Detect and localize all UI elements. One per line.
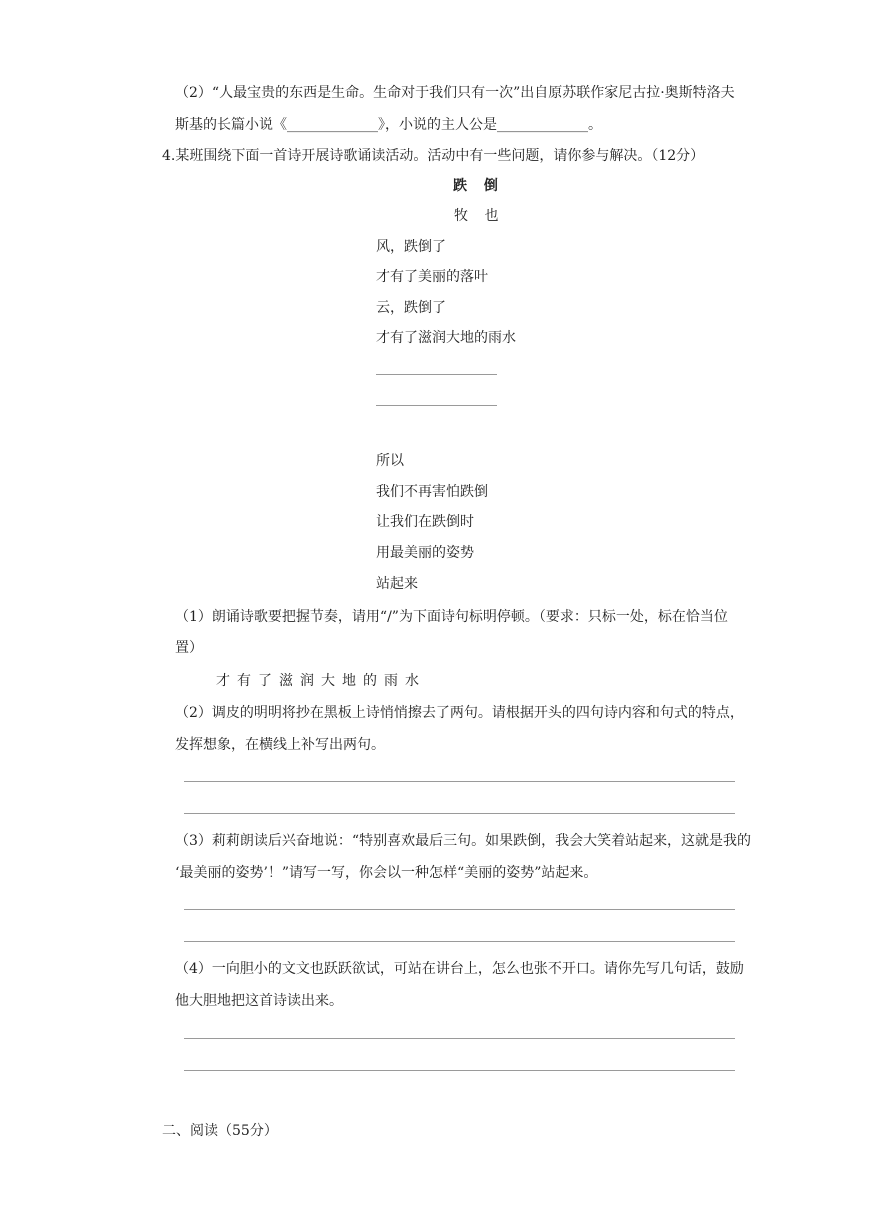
answer-line[interactable] [184, 909, 735, 910]
answer-line[interactable] [184, 1070, 735, 1071]
q3-2-line2: 斯基的长篇小说《_____________》，小说的主人公是_____________。 [175, 117, 602, 133]
poem-line: 我们不再害怕跌倒 [376, 484, 488, 500]
sub3-line2: ‘最美丽的姿势’！”请写一写，你会以一种怎样“美丽的姿势”站起来。 [175, 865, 598, 881]
sub1-line2: 置） [175, 640, 203, 656]
poem-line: 风，跌倒了 [376, 239, 446, 255]
sub2-line2: 发挥想象，在横线上补写出两句。 [175, 737, 385, 753]
poem-line: 才有了美丽的落叶 [376, 269, 488, 285]
poem-line: 才有了滋润大地的雨水 [376, 330, 516, 346]
answer-line[interactable] [184, 813, 735, 814]
section-heading: 二、阅读（55分） [162, 1123, 278, 1139]
poem-line: 站起来 [376, 576, 418, 592]
poem-title: 跌 倒 [453, 178, 504, 194]
poem-line: 所以 [376, 453, 404, 469]
q4-header: 4.某班围绕下面一首诗开展诗歌诵读活动。活动中有一些问题，请你参与解决。（12分） [162, 148, 705, 164]
sub3-line1: （3）莉莉朗读后兴奋地说：“特别喜欢最后三句。如果跌倒，我会大笑着站起来，这就是我的 [175, 833, 752, 849]
sub4-line2: 他大胆地把这首诗读出来。 [175, 993, 343, 1009]
poem-blank-line-2[interactable] [376, 405, 497, 406]
poem-blank-line-1[interactable] [376, 374, 497, 375]
q3-2-line1: （2）“人最宝贵的东西是生命。生命对于我们只有一次”出自原苏联作家尼古拉·奥斯特洛夫 [175, 85, 735, 101]
sub4-line1: （4）一向胆小的文文也跃跃欲试，可站在讲台上，怎么也张不开口。请你先写几句话，鼓励 [175, 961, 744, 977]
sub1-line1: （1）朗诵诗歌要把握节奏，请用“/”为下面诗句标明停顿。（要求：只标一处，标在恰当位 [175, 609, 728, 625]
poem-line: 让我们在跌倒时 [376, 514, 474, 530]
poem-line: 云，跌倒了 [376, 300, 446, 316]
answer-line[interactable] [184, 941, 735, 942]
poem-line: 用最美丽的姿势 [376, 545, 474, 561]
sub2-line1: （2）调皮的明明将抄在黑板上诗悄悄擦去了两句。请根据开头的四句诗内容和句式的特点， [175, 705, 744, 721]
answer-line[interactable] [184, 1038, 735, 1039]
sub1-sentence: 才有了滋润大地的雨水 [216, 673, 426, 689]
answer-line[interactable] [184, 781, 735, 782]
poem-author: 牧 也 [454, 208, 505, 224]
